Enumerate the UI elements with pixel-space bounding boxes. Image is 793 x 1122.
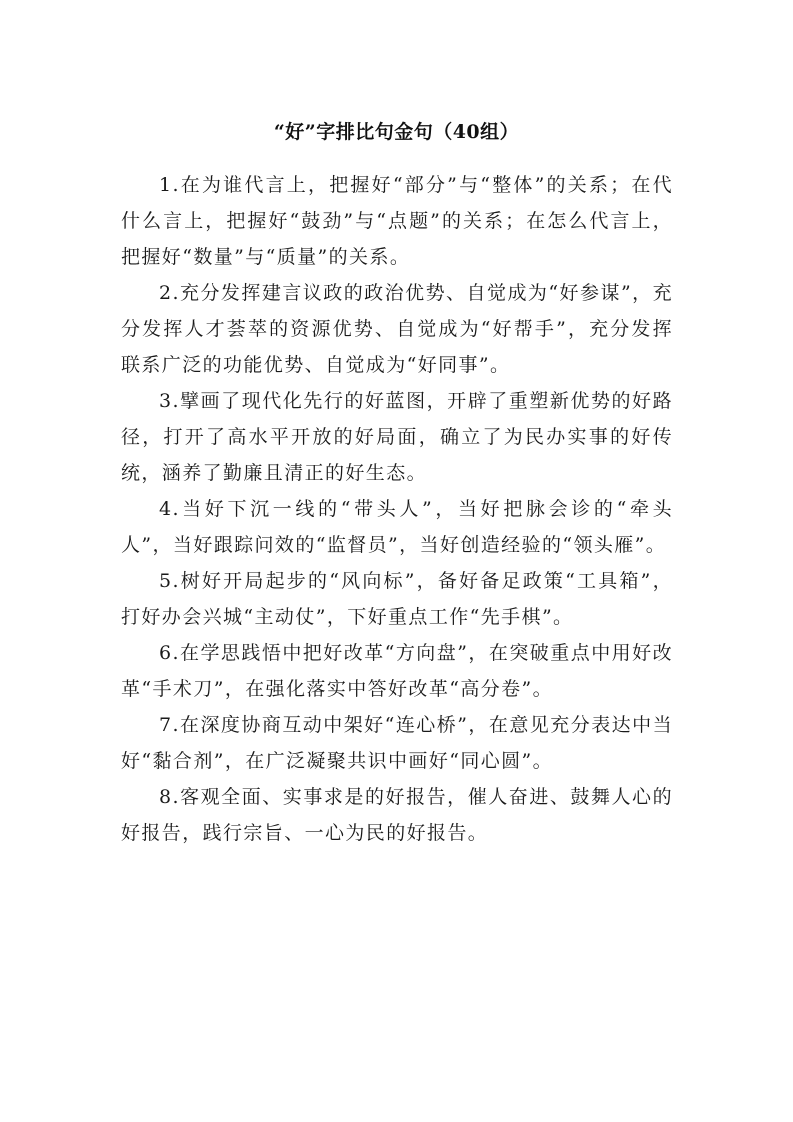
paragraph-7: 7.在深度协商互动中架好“连心桥”，在意见充分表达中当好“黏合剂”，在广泛凝聚共识中画好“同心圆”。 [121,714,673,772]
paragraph-8: 8.客观全面、实事求是的好报告，催人奋进、鼓舞人心的好报告，践行宗旨、一心为民的好报告。 [121,786,673,844]
document-title: “好”字排比句金句（40组） [273,121,520,143]
paragraph-2: 2.充分发挥建言议政的政治优势、自觉成为“好参谋”，充分发挥人才荟萃的资源优势、自觉成为“好帮手”，充分发挥联系广泛的功能优势、自觉成为“好同事”。 [121,282,673,376]
document-body [121,167,673,851]
paragraph-5: 5.树好开局起步的“风向标”，备好备足政策“工具箱”，打好办会兴城“主动仗”，下好重点工作“先手棋”。 [121,570,673,628]
paragraph-1: 1.在为谁代言上，把握好“部分”与“整体”的关系；在代什么言上，把握好“鼓劲”与“点题”的关系；在怎么代言上，把握好“数量”与“质量”的关系。 [121,174,673,268]
paragraph-3: 3.擘画了现代化先行的好蓝图，开辟了重塑新优势的好路径，打开了高水平开放的好局面，确立了为民办实事的好传统，涵养了勤廉且清正的好生态。 [121,390,673,484]
paragraph-6: 6.在学思践悟中把好改革“方向盘”，在突破重点中用好改革“手术刀”，在强化落实中答好改革“高分卷”。 [121,642,673,700]
paragraph-4: 4.当好下沉一线的“带头人”，当好把脉会诊的“牵头人”，当好跟踪问效的“监督员”，当好创造经验的“领头雁”。 [121,498,673,556]
